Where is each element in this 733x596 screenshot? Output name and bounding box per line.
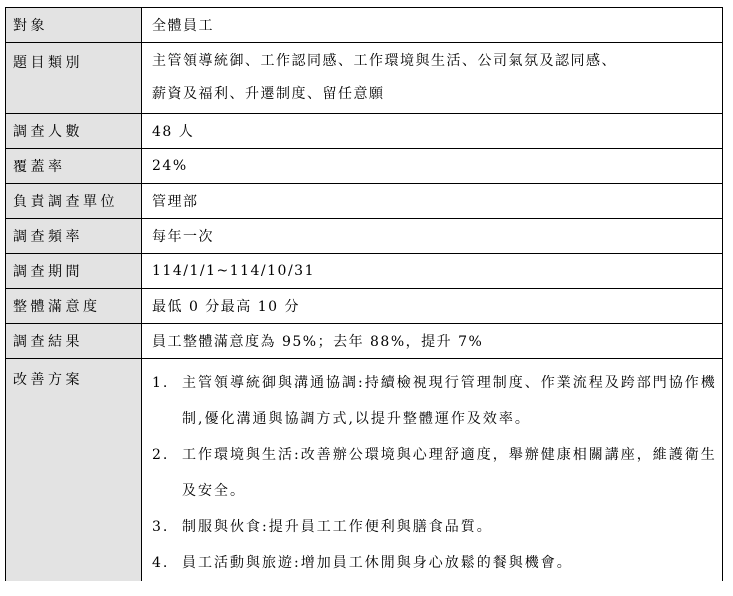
row-value: 最低 0 分最高 10 分	[142, 289, 723, 324]
row-value-line: 薪資及福利、升遷制度、留任意願	[152, 86, 385, 102]
table-row	[6, 219, 723, 254]
row-label: 題目類別	[6, 43, 142, 114]
list-item	[152, 365, 720, 437]
survey-table	[5, 7, 723, 581]
row-value	[142, 43, 723, 114]
item-number: 3.	[152, 519, 170, 535]
row-value-line: 主管領導統御、工作認同感、工作環境與生活、公司氣氛及認同感、	[152, 53, 617, 69]
table-row	[6, 114, 723, 149]
table-row	[6, 8, 723, 43]
row-value: 管理部	[142, 184, 723, 219]
table-row	[6, 289, 723, 324]
table-row	[6, 149, 723, 184]
improvement-cell	[142, 359, 723, 582]
row-value: 114/1/1~114/10/31	[142, 254, 723, 289]
item-number: 2.	[152, 447, 170, 463]
item-number: 4.	[152, 555, 170, 571]
row-label: 對象	[6, 8, 142, 43]
table-row	[6, 324, 723, 359]
row-value: 48 人	[142, 114, 723, 149]
row-label: 改善方案	[6, 359, 142, 582]
item-number: 1.	[152, 375, 170, 391]
row-label: 調查期間	[6, 254, 142, 289]
item-text: 員工活動與旅遊:增加員工休閒與身心放鬆的餐與機會。	[182, 555, 573, 571]
row-value: 每年一次	[142, 219, 723, 254]
improvement-list	[152, 359, 722, 581]
row-value: 員工整體滿意度為 95%；去年 88%，提升 7%	[142, 324, 723, 359]
list-item	[152, 437, 720, 509]
item-text: 工作環境與生活:改善辦公環境與心理舒適度，舉辦健康相關講座，維護衛生及安全。	[182, 447, 717, 499]
row-label: 調查頻率	[6, 219, 142, 254]
table-row	[6, 43, 723, 114]
row-label: 調查人數	[6, 114, 142, 149]
item-text: 制服與伙食:提升員工工作便利與膳食品質。	[182, 519, 493, 535]
table-row	[6, 254, 723, 289]
row-value: 全體員工	[142, 8, 723, 43]
item-text: 主管領導統御與溝通協調:持續檢視現行管理制度、作業流程及跨部門協作機制,優化溝通與協調方式,以提升整體運作及效率。	[182, 375, 717, 427]
row-label: 覆蓋率	[6, 149, 142, 184]
row-label: 負責調查單位	[6, 184, 142, 219]
table-row-improvement	[6, 359, 723, 582]
list-item	[152, 509, 720, 545]
row-value: 24%	[142, 149, 723, 184]
row-label: 整體滿意度	[6, 289, 142, 324]
list-item	[152, 545, 720, 581]
table-row	[6, 184, 723, 219]
row-label: 調查結果	[6, 324, 142, 359]
